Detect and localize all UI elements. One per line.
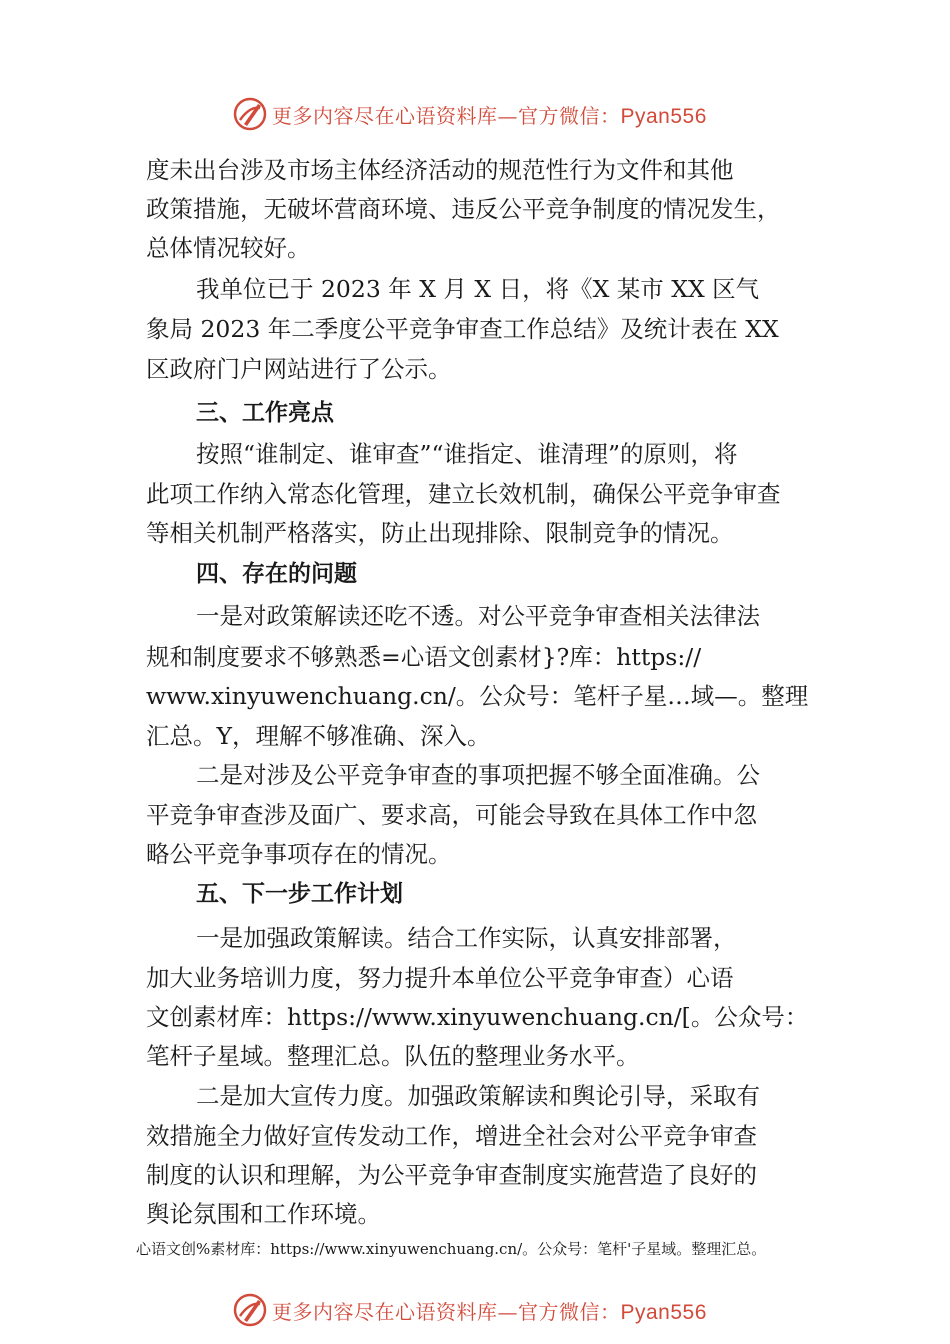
body-line: 加大业务培训力度，努力提升本单位公平竞争审查）心语 xyxy=(146,964,734,992)
body-line: 此项工作纳入常态化管理，建立长效机制，确保公平竞争审查 xyxy=(146,480,781,508)
banner-wechat-id: Pyan556 xyxy=(620,104,707,128)
footer-note: 心语文创%素材库：https://www.xinyuwenchuang.cn/。公众号：笔杆'子星域。整理汇总。 xyxy=(136,1240,767,1258)
pen-logo-icon xyxy=(232,1292,268,1328)
body-line: 按照“谁制定、谁审查”“谁指定、谁清理”的原则，将 xyxy=(196,440,738,468)
body-line: 效措施全力做好宣传发动工作，增进全社会对公平竞争审查 xyxy=(146,1122,757,1150)
body-line: 一是对政策解读还吃不透。对公平竞争审查相关法律法 xyxy=(196,602,760,630)
body-line: 度未出台涉及市场主体经济活动的规范性行为文件和其他 xyxy=(146,156,734,184)
footer-banner xyxy=(232,1290,707,1330)
body-line: 文创素材库：https://www.xinyuwenchuang.cn/[。公众号： xyxy=(146,1003,809,1031)
body-line: 等相关机制严格落实，防止出现排除、限制竞争的情况。 xyxy=(146,519,734,547)
body-line: 总体情况较好。 xyxy=(146,234,311,262)
banner-wechat-id: Pyan556 xyxy=(620,1300,707,1324)
body-line: www.xinyuwenchuang.cn/。公众号：笔杆子星…域—。整理 xyxy=(146,682,809,710)
body-line: 我单位已于 2023 年 X 月 X 日，将《X 某市 XX 区气 xyxy=(196,275,760,303)
body-line: 二是对涉及公平竞争审查的事项把握不够全面准确。公 xyxy=(196,761,760,789)
body-line: 汇总。Y，理解不够准确、深入。 xyxy=(146,722,491,750)
pen-logo-icon xyxy=(232,96,268,132)
section-heading: 四、存在的问题 xyxy=(196,561,357,587)
body-line: 笔杆子星域。整理汇总。队伍的整理业务水平。 xyxy=(146,1042,640,1070)
banner-text: 更多内容尽在心语资料库—官方微信： xyxy=(272,103,621,128)
section-heading: 五、下一步工作计划 xyxy=(196,881,403,907)
body-line: 制度的认识和理解，为公平竞争审查制度实施营造了良好的 xyxy=(146,1161,757,1189)
body-line: 象局 2023 年二季度公平竞争审查工作总结》及统计表在 XX xyxy=(146,315,779,343)
body-line: 略公平竞争事项存在的情况。 xyxy=(146,840,452,868)
section-heading: 三、工作亮点 xyxy=(196,400,334,426)
body-line: 规和制度要求不够熟悉=心语文创素材}?库：https:// xyxy=(146,643,702,671)
body-line: 政策措施，无破坏营商环境、违反公平竞争制度的情况发生， xyxy=(146,195,781,223)
body-line: 二是加大宣传力度。加强政策解读和舆论引导，采取有 xyxy=(196,1082,760,1110)
body-line: 区政府门户网站进行了公示。 xyxy=(146,355,452,383)
header-banner xyxy=(232,94,707,134)
banner-text: 更多内容尽在心语资料库—官方微信： xyxy=(272,1299,621,1324)
body-line: 一是加强政策解读。结合工作实际，认真安排部署， xyxy=(196,924,737,952)
body-line: 舆论氛围和工作环境。 xyxy=(146,1200,381,1228)
body-line: 平竞争审查涉及面广、要求高，可能会导致在具体工作中忽 xyxy=(146,801,757,829)
